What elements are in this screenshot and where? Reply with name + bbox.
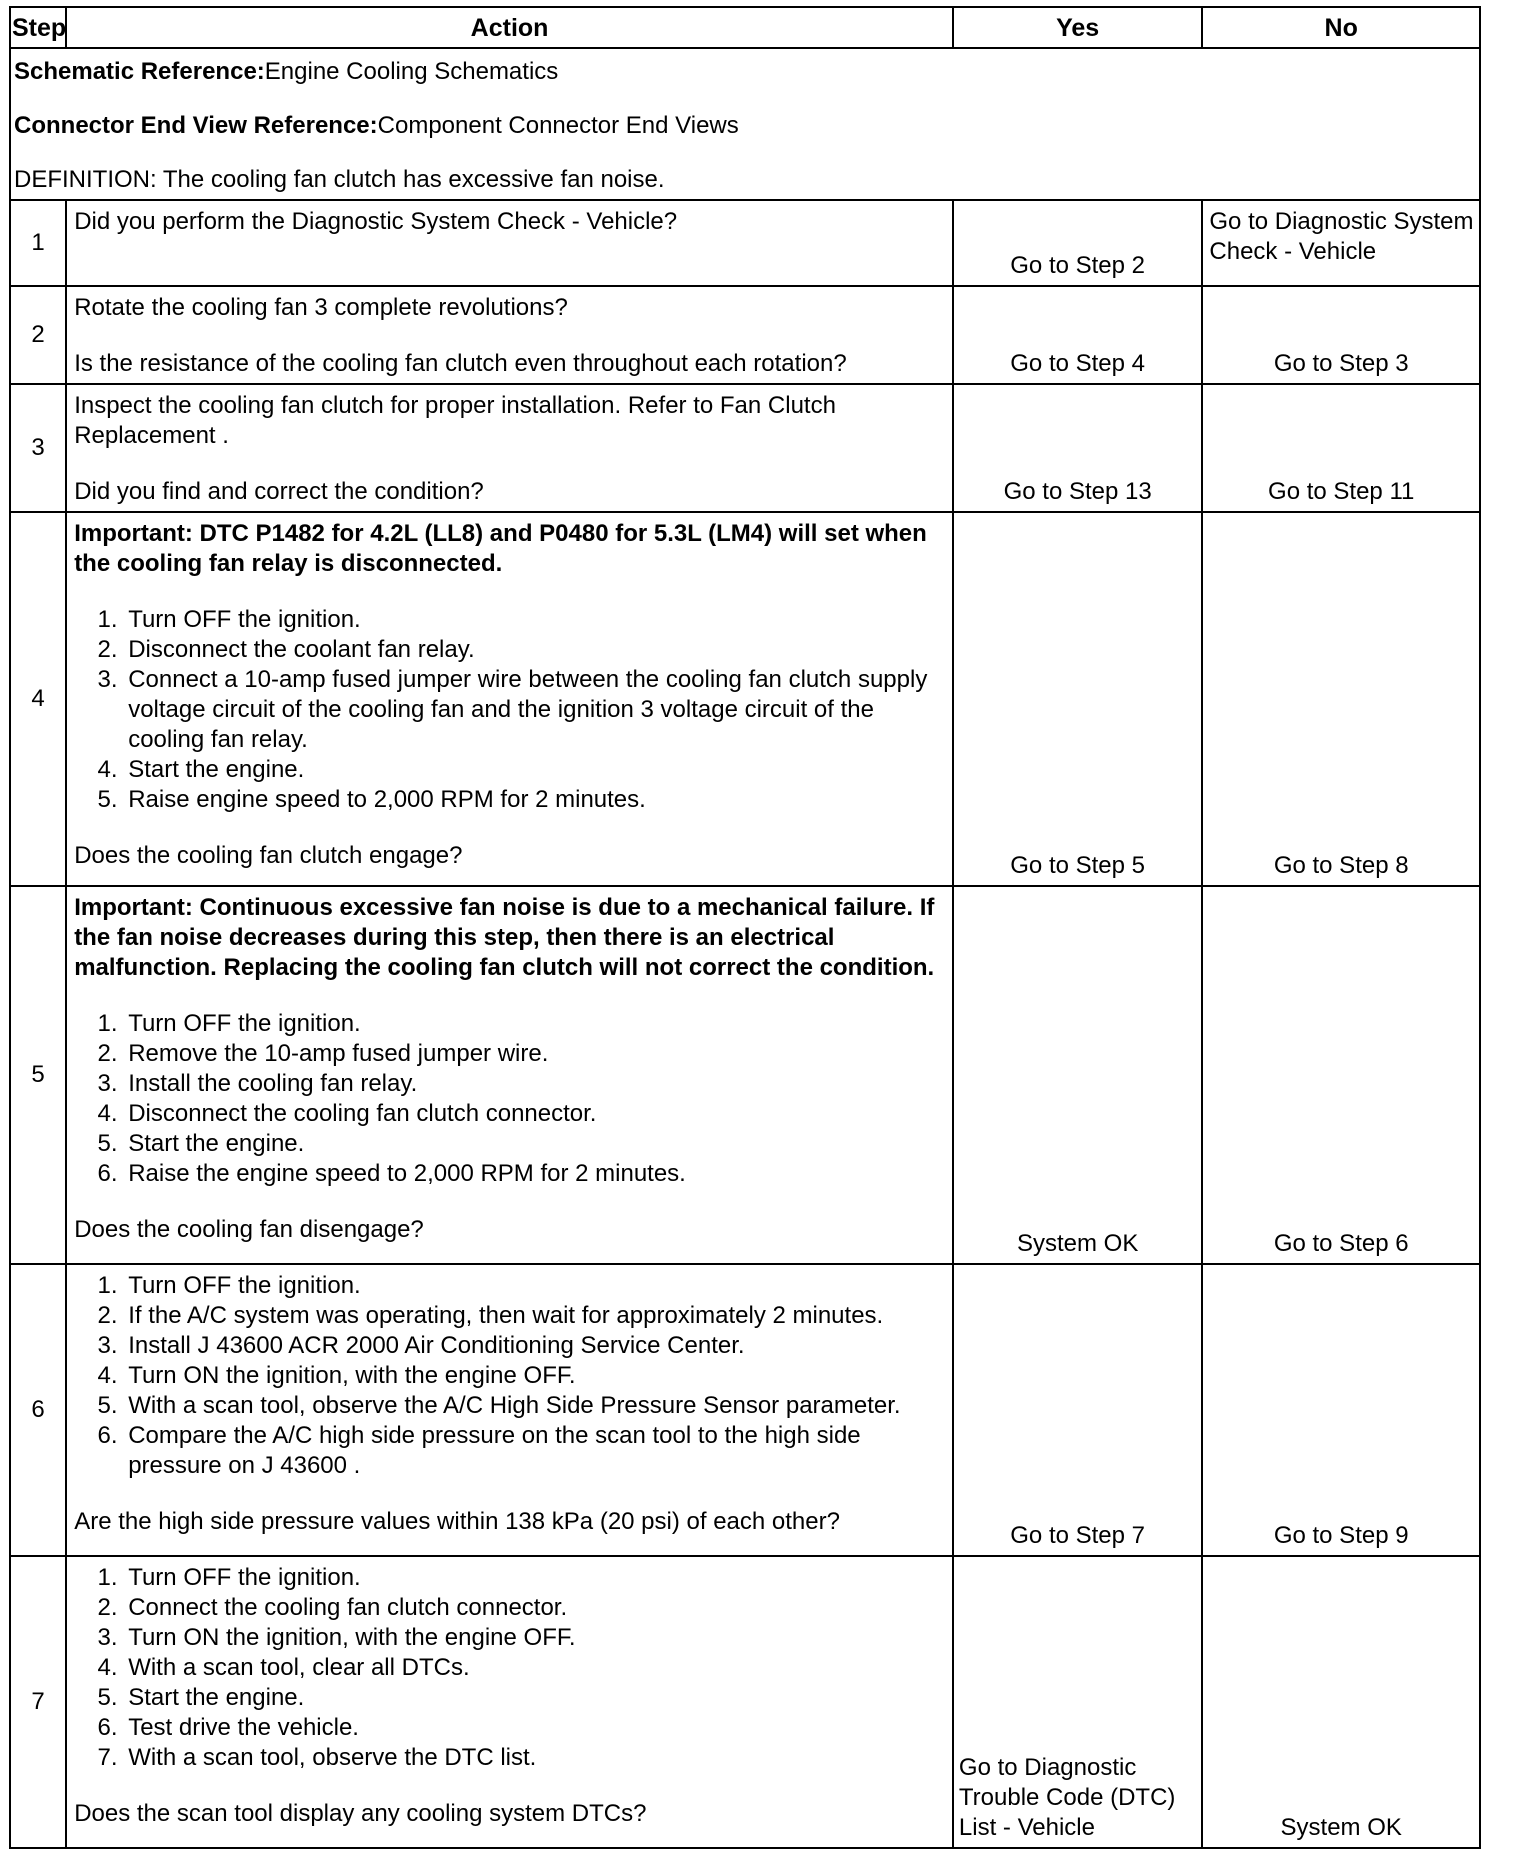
list-item: 4. Turn ON the ignition, with the engine OFF. [124,1361,944,1391]
step-number: 3 [10,384,66,512]
step-question: Does the cooling fan disengage? [74,1216,424,1243]
header-action: Action [66,7,953,48]
important-note: Important: DTC P1482 for 4.2L (LL8) and P0480 for 5.3L (LM4) will set when the cooling fan relay is disconnected. [74,520,927,577]
list-item: 1. Turn OFF the ignition. [124,605,944,635]
step-number: 4 [10,512,66,886]
no-link[interactable]: Go to Step 11 [1202,384,1480,512]
no-link[interactable]: Go to Step 3 [1202,286,1480,384]
list-item: 3. Turn ON the ignition, with the engine OFF. [124,1623,944,1653]
list-item: 2. If the A/C system was operating, then wait for approximately 2 minutes. [124,1301,944,1331]
step-question: Did you find and correct the condition? [74,478,484,505]
table-row [10,384,1480,512]
table-row [10,200,1480,286]
table-row [10,512,1480,886]
yes-link[interactable]: Go to Diagnostic Trouble Code (DTC) List - Vehicle [953,1556,1202,1848]
yes-link[interactable]: Go to Step 7 [953,1264,1202,1556]
definition-text: DEFINITION: The cooling fan clutch has excessive fan noise. [14,166,665,193]
list-item: 6. Compare the A/C high side pressure on the scan tool to the high side pressure on J 43600 . [124,1421,944,1481]
header-yes: Yes [953,7,1202,48]
list-item: 4. With a scan tool, clear all DTCs. [124,1653,944,1683]
step-instruction: Rotate the cooling fan 3 complete revolutions? [74,294,568,321]
table-row [10,886,1480,1264]
list-item: 2. Disconnect the coolant fan relay. [124,635,944,665]
list-item: 5. Start the engine. [124,1129,944,1159]
list-item: 1. Turn OFF the ignition. [124,1009,944,1039]
yes-link[interactable]: System OK [953,886,1202,1264]
yes-link[interactable]: Go to Step 4 [953,286,1202,384]
table-row [10,1264,1480,1556]
important-note: Important: Continuous excessive fan noise is due to a mechanical failure. If the fan noise decreases during this step, then there is an electrical malfunction. Replacing the cooling fan clutch will not correct the condition. [74,894,935,981]
step-number: 6 [10,1264,66,1556]
list-item: 1. Turn OFF the ignition. [124,1271,944,1301]
list-item: 1. Turn OFF the ignition. [124,1563,944,1593]
list-item: 5. With a scan tool, observe the A/C High Side Pressure Sensor parameter. [124,1391,944,1421]
list-item: 3. Connect a 10-amp fused jumper wire between the cooling fan clutch supply voltage circuit of the cooling fan and the ignition 3 voltage circuit of the cooling fan relay. [124,665,944,755]
diagnostic-table [9,6,1481,1849]
no-link[interactable]: System OK [1202,1556,1480,1848]
step-question: Is the resistance of the cooling fan clutch even throughout each rotation? [74,350,847,377]
yes-link[interactable]: Go to Step 13 [953,384,1202,512]
no-link[interactable]: Go to Diagnostic System Check - Vehicle [1202,200,1480,286]
list-item: 2. Connect the cooling fan clutch connector. [124,1593,944,1623]
no-link[interactable]: Go to Step 8 [1202,512,1480,886]
schematic-ref-link[interactable]: Engine Cooling Schematics [264,58,559,85]
table-row [10,286,1480,384]
procedure-list [74,1009,944,1189]
yes-link[interactable]: Go to Step 5 [953,512,1202,886]
list-item: 5. Raise engine speed to 2,000 RPM for 2 minutes. [124,785,944,815]
yes-link[interactable]: Go to Step 2 [953,200,1202,286]
reference-row [10,48,1480,200]
procedure-list [74,605,944,815]
header-step: Step [10,7,66,48]
list-item: 2. Remove the 10-amp fused jumper wire. [124,1039,944,1069]
list-item: 6. Test drive the vehicle. [124,1713,944,1743]
step-number: 2 [10,286,66,384]
step-question: Are the high side pressure values within 138 kPa (20 psi) of each other? [74,1508,840,1535]
step-number: 7 [10,1556,66,1848]
list-item: 7. With a scan tool, observe the DTC list. [124,1743,944,1773]
list-item: 4. Start the engine. [124,755,944,785]
list-item: 3. Install J 43600 ACR 2000 Air Conditioning Service Center. [124,1331,944,1361]
step-number: 5 [10,886,66,1264]
connector-ref-link[interactable]: Component Connector End Views [377,112,739,139]
list-item: 4. Disconnect the cooling fan clutch connector. [124,1099,944,1129]
procedure-list [74,1271,944,1481]
table-row [10,1556,1480,1848]
step-instruction: Inspect the cooling fan clutch for proper installation. Refer to Fan Clutch Replacement . [74,392,836,449]
list-item: 6. Raise the engine speed to 2,000 RPM for 2 minutes. [124,1159,944,1189]
step-number: 1 [10,200,66,286]
step-question: Did you perform the Diagnostic System Check - Vehicle? [74,208,678,235]
step-question: Does the scan tool display any cooling system DTCs? [74,1800,647,1827]
list-item: 3. Install the cooling fan relay. [124,1069,944,1099]
connector-ref-label: Connector End View Reference: [14,112,378,139]
procedure-list [74,1563,944,1773]
list-item: 5. Start the engine. [124,1683,944,1713]
header-row [10,7,1480,48]
step-question: Does the cooling fan clutch engage? [74,842,463,869]
no-link[interactable]: Go to Step 6 [1202,886,1480,1264]
header-no: No [1202,7,1480,48]
no-link[interactable]: Go to Step 9 [1202,1264,1480,1556]
schematic-ref-label: Schematic Reference: [14,58,265,85]
